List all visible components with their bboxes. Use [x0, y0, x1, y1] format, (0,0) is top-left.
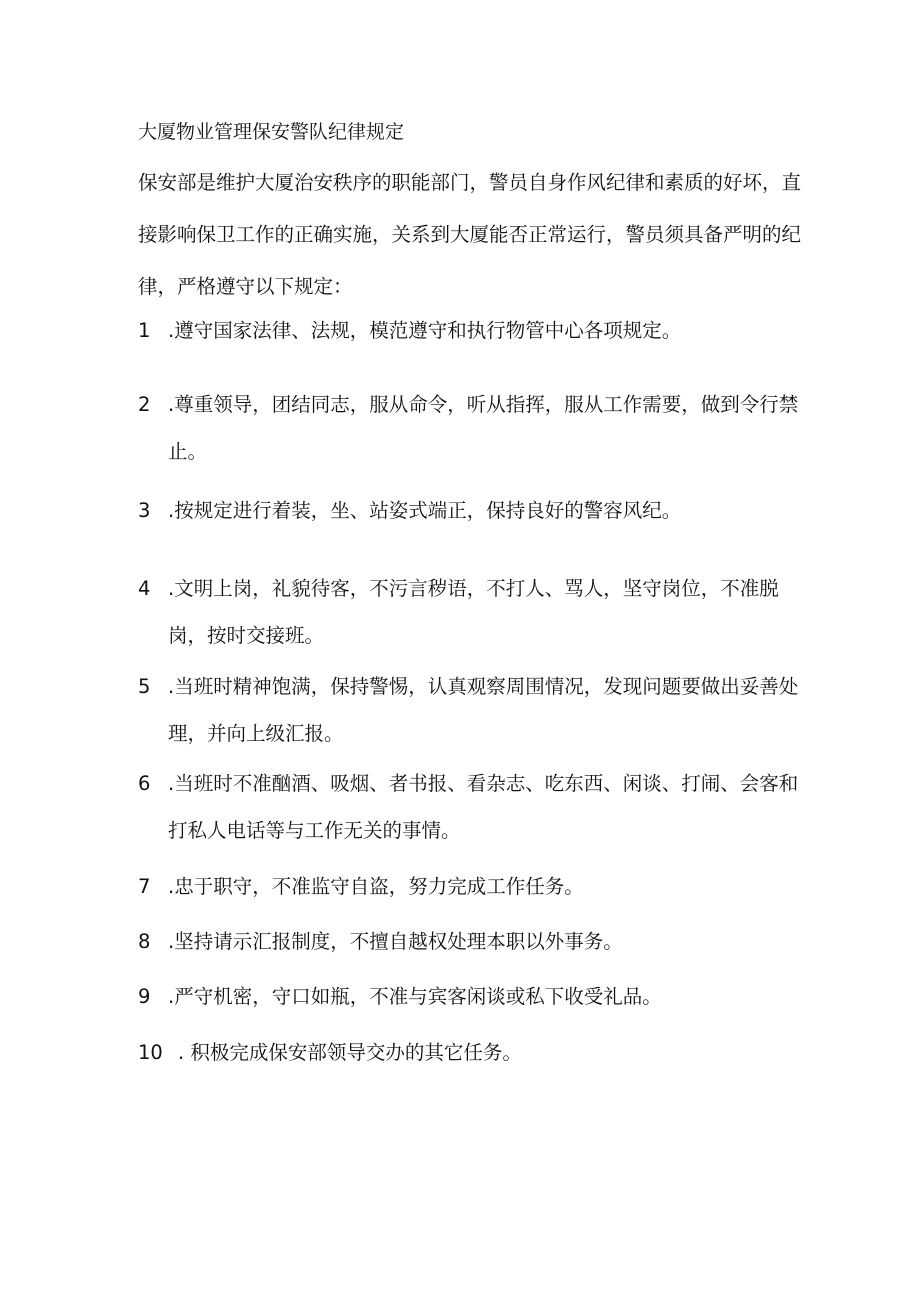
intro-paragraph: 保安部是维护大厦治安秩序的职能部门，警员自身作风纪律和素质的好坏，直接影响保卫工作的正确实施，关系到大厦能否正常运行，警员须具备严明的纪律，严格遵守以下规定：	[138, 171, 802, 298]
rule-item-1	[138, 307, 803, 354]
rule-number: 8	[138, 930, 151, 953]
rule-text: .尊重领导，团结同志，服从命令，听从指挥，服从工作需要，做到令行禁止。	[168, 393, 799, 463]
rule-text: . 积极完成保安部领导交办的其它任务。	[178, 1041, 522, 1064]
rule-number: 3	[138, 499, 151, 522]
rule-text: .忠于职守，不准监守自盗，努力完成工作任务。	[168, 875, 584, 898]
rule-text: .严守机密，守口如瓶，不准与宾客闲谈或私下收受礼品。	[168, 985, 662, 1008]
rule-item-9	[138, 973, 803, 1020]
rule-number: 4	[138, 577, 151, 600]
rule-item-4	[138, 565, 803, 659]
rule-item-7	[138, 863, 803, 910]
rule-number: 6	[138, 772, 151, 795]
rule-text: .按规定进行着装，坐、站姿式端正，保持良好的警容风纪。	[168, 499, 682, 522]
rule-item-10	[138, 1029, 803, 1076]
rule-number: 2	[138, 393, 151, 416]
rule-number: 9	[138, 985, 151, 1008]
rule-text: .当班时精神饱满，保持警惕，认真观察周围情况，发现问题要做出妥善处理，并向上级汇报。	[168, 675, 799, 745]
rule-item-3	[138, 487, 803, 534]
rule-item-8	[138, 918, 803, 965]
rule-text: .遵守国家法律、法规，模范遵守和执行物管中心各项规定。	[168, 319, 682, 342]
rule-text: .当班时不准酗酒、吸烟、者书报、看杂志、吃东西、闲谈、打闹、会客和打私人电话等与工作无关的事情。	[168, 772, 799, 842]
rule-number: 5	[138, 675, 151, 698]
rule-number: 1	[138, 319, 151, 342]
rule-item-5	[138, 663, 803, 757]
rule-text: .文明上岗，礼貌待客，不污言秽语，不打人、骂人，坚守岗位，不准脱岗，按时交接班。	[168, 577, 779, 647]
rule-number: 7	[138, 875, 151, 898]
rule-item-2	[138, 381, 803, 475]
document-title: 大厦物业管理保安警队纪律规定	[138, 121, 405, 143]
rule-text: .坚持请示汇报制度，不擅自越权处理本职以外事务。	[168, 930, 623, 953]
rule-item-6	[138, 760, 803, 854]
rule-number: 10	[138, 1041, 163, 1064]
